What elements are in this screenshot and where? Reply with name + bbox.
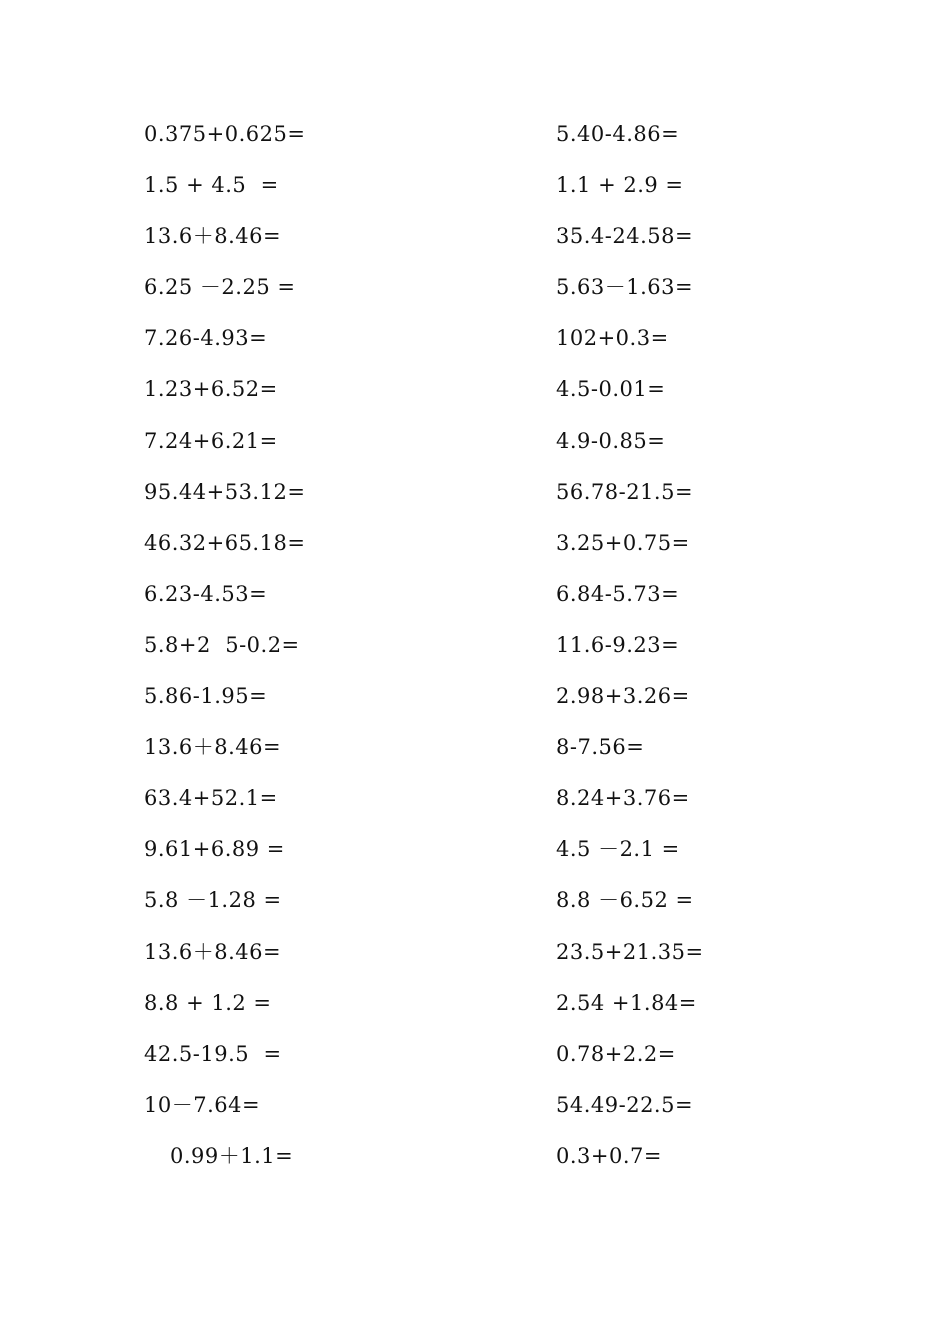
problem-right-4: 5.63－1.63=	[556, 275, 694, 300]
problem-left-5: 7.26-4.93=	[144, 326, 268, 351]
problem-right-2: 1.1 + 2.9 =	[556, 173, 684, 198]
problem-right-16: 8.8 －6.52 =	[556, 888, 694, 913]
problem-right-17: 23.5+21.35=	[556, 939, 704, 964]
problem-left-11: 5.8+2 5-0.2=	[144, 632, 300, 657]
problem-left-14: 63.4+52.1=	[144, 786, 278, 811]
problem-left-9: 46.32+65.18=	[144, 530, 306, 555]
problem-right-9: 3.25+0.75=	[556, 530, 690, 555]
problem-left-6: 1.23+6.52=	[144, 377, 278, 402]
problem-left-2: 1.5 + 4.5 =	[144, 173, 279, 198]
problem-left-21: 0.99＋1.1=	[170, 1143, 294, 1168]
problem-left-13: 13.6＋8.46=	[144, 735, 282, 760]
problem-left-20: 10－7.64=	[144, 1092, 261, 1117]
problem-right-14: 8.24+3.76=	[556, 786, 690, 811]
problem-right-13: 8-7.56=	[556, 735, 645, 760]
problem-right-8: 56.78-21.5=	[556, 479, 694, 504]
problem-left-8: 95.44+53.12=	[144, 479, 306, 504]
problem-right-18: 2.54 +1.84=	[556, 990, 697, 1015]
problem-right-11: 11.6-9.23=	[556, 632, 680, 657]
problem-right-12: 2.98+3.26=	[556, 684, 690, 709]
problem-right-6: 4.5-0.01=	[556, 377, 666, 402]
problem-left-16: 5.8 －1.28 =	[144, 888, 282, 913]
problem-left-1: 0.375+0.625=	[144, 122, 306, 146]
problem-right-7: 4.9-0.85=	[556, 428, 666, 453]
problem-left-10: 6.23-4.53=	[144, 581, 268, 606]
problem-right-1: 5.40-4.86=	[556, 122, 680, 146]
problem-right-3: 35.4-24.58=	[556, 224, 694, 249]
problem-left-4: 6.25 －2.25 =	[144, 275, 296, 300]
problem-right-21: 0.3+0.7=	[556, 1143, 662, 1168]
problem-left-7: 7.24+6.21=	[144, 428, 278, 453]
problem-right-5: 102+0.3=	[556, 326, 669, 351]
problem-right-20: 54.49-22.5=	[556, 1092, 694, 1117]
problem-left-3: 13.6＋8.46=	[144, 224, 282, 249]
problem-left-12: 5.86-1.95=	[144, 684, 268, 709]
problem-left-18: 8.8 + 1.2 =	[144, 990, 272, 1015]
problem-right-15: 4.5 －2.1 =	[556, 837, 680, 862]
problem-left-17: 13.6＋8.46=	[144, 939, 282, 964]
right-problem-column	[556, 112, 916, 1185]
problem-left-15: 9.61+6.89 =	[144, 837, 285, 862]
problem-right-10: 6.84-5.73=	[556, 581, 680, 606]
left-problem-column	[144, 112, 504, 1185]
problem-left-19: 42.5-19.5 =	[144, 1041, 282, 1066]
problem-right-19: 0.78+2.2=	[556, 1041, 676, 1066]
